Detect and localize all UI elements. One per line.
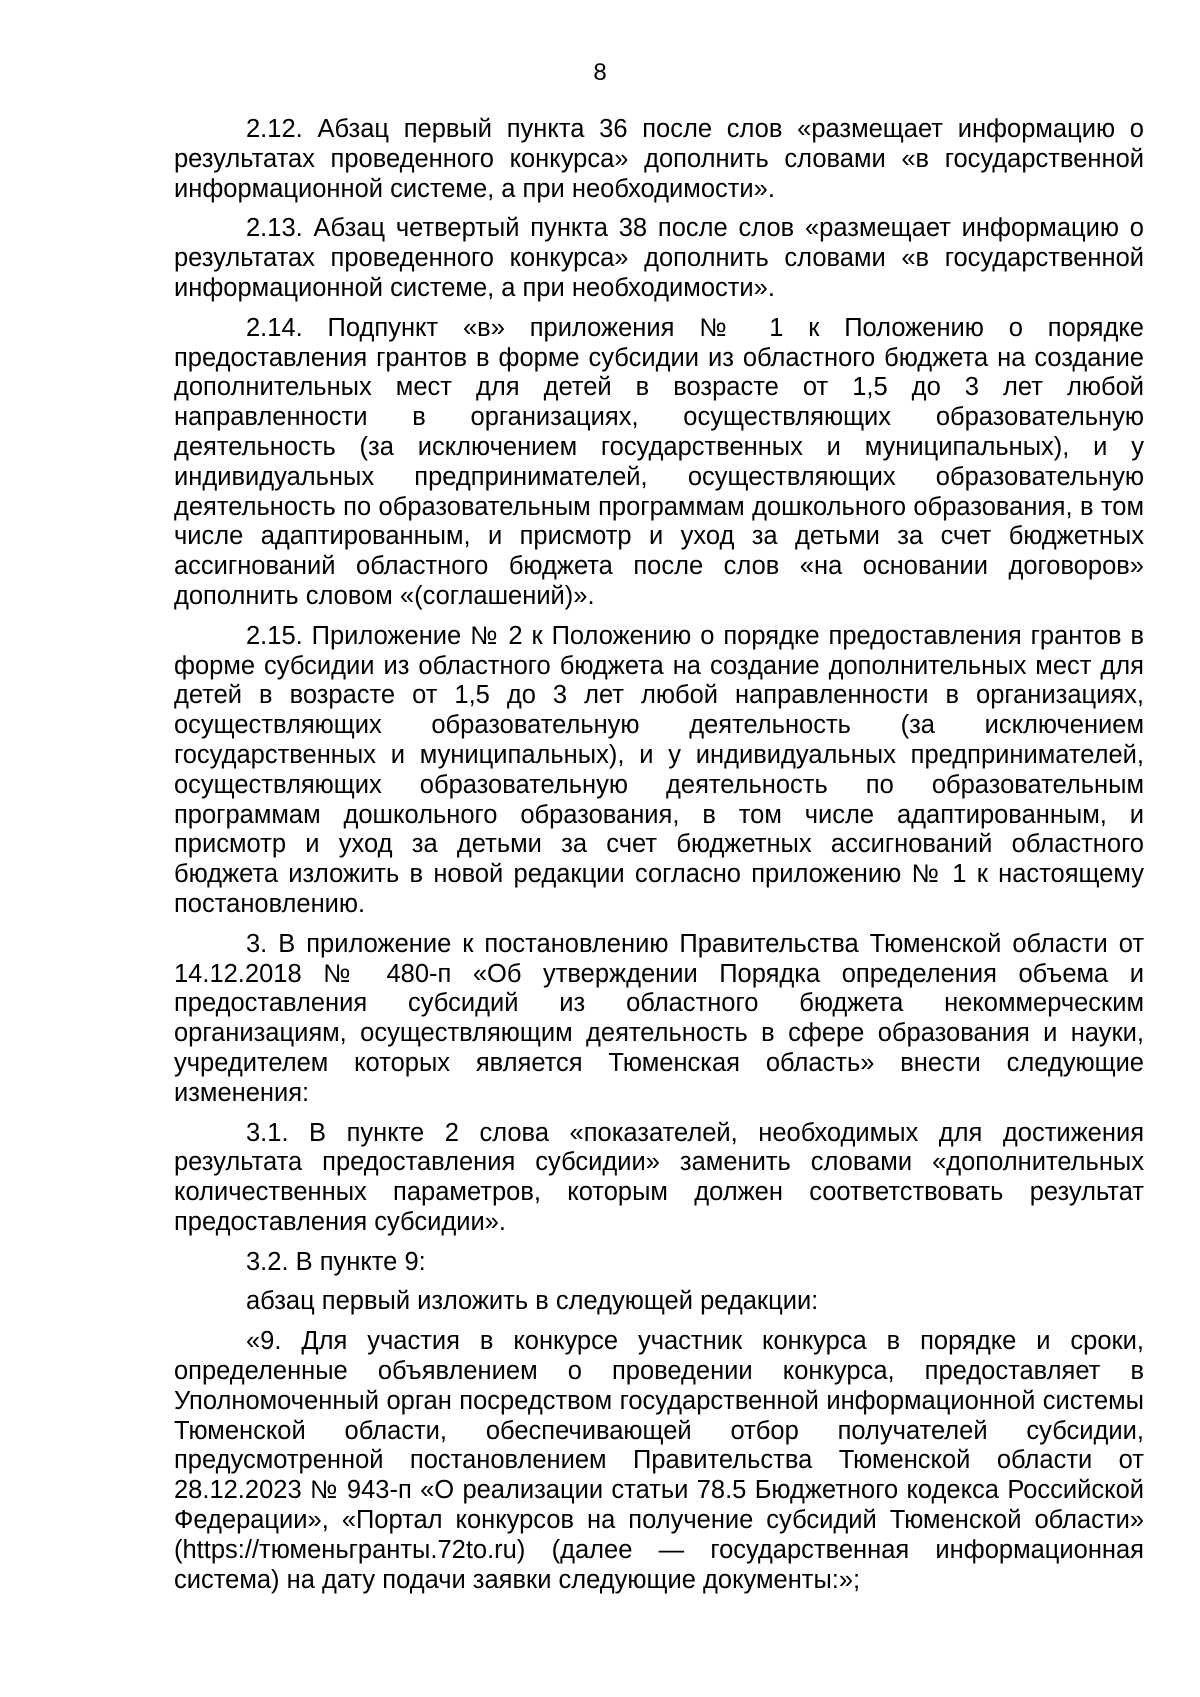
page-number: 8 [593, 59, 607, 86]
paragraph-2-15: 2.15. Приложение № 2 к Положению о порядке предоставления грантов в форме субсидии из областного бюджета на создание дополнительных мест для детей в возрасте от 1,5 до 3 лет любой направленности в организациях, осуществляющих образовательную деятельность (за исключением государственных и муниципальных), и у индивидуальных предпринимателей, осуществляющих образовательную деятельность по образовательным программам дошкольного образования, в том числе адаптированным, и присмотр и уход за детьми за счет бюджетных ассигнований областного бюджета изложить в новой редакции согласно приложению № 1 к настоящему постановлению. [174, 621, 1144, 918]
document-body [174, 115, 1144, 1605]
paragraph-9-quote: «9. Для участия в конкурсе участник конкурса в порядке и сроки, определенные объявлением о проведении конкурса, предоставляет в Уполномоченный орган посредством государственной информационной системы Тюменской области, обеспечивающей отбор получателей субсидии, предусмотренной постановлением Правительства Тюменской области от 28.12.2023 № 943-п «О реализации статьи 78.5 Бюджетного кодекса Российской Федерации», «Портал конкурсов на получение субсидий Тюменской области» (https://тюменьгранты.72to.ru) (далее — государственная информационная система) на дату подачи заявки следующие документы:»; [174, 1327, 1144, 1594]
paragraph-2-13: 2.13. Абзац четвертый пункта 38 после слов «размещает информацию о результатах проведенного конкурса» дополнить словами «в государственной информационной системе, а при необходимости». [174, 214, 1144, 302]
paragraph-2-12: 2.12. Абзац первый пункта 36 после слов «размещает информацию о результатах проведенного конкурса» дополнить словами «в государственной информационной системе, а при необходимости». [174, 115, 1144, 203]
paragraph-abzac-pervyi: абзац первый изложить в следующей редакции: [246, 1287, 819, 1316]
paragraph-3: 3. В приложение к постановлению Правительства Тюменской области от 14.12.2018 № 480-п «Об утверждении Порядка определения объема и предоставления субсидий из областного бюджета некоммерческим организациям, осуществляющим деятельность в сфере образования и науки, учредителем которых является Тюменская область» внести следующие изменения: [174, 929, 1144, 1107]
paragraph-3-2: 3.2. В пункте 9: [246, 1247, 426, 1276]
paragraph-3-1: 3.1. В пункте 2 слова «показателей, необходимых для достижения результата предоставления субсидии» заменить словами «дополнительных количественных параметров, которым должен соответствовать результат предоставления субсидии». [174, 1118, 1144, 1236]
paragraph-2-14: 2.14. Подпункт «в» приложения № 1 к Положению о порядке предоставления грантов в форме субсидии из областного бюджета на создание дополнительных мест для детей в возрасте от 1,5 до 3 лет любой направленности в организациях, осуществляющих образовательную деятельность (за исключением государственных и муниципальных), и у индивидуальных предпринимателей, осуществляющих образовательную деятельность по образовательным программам дошкольного образования, в том числе адаптированным, и присмотр и уход за детьми за счет бюджетных ассигнований областного бюджета после слов «на основании договоров» дополнить словом «(соглашений)». [174, 313, 1144, 610]
